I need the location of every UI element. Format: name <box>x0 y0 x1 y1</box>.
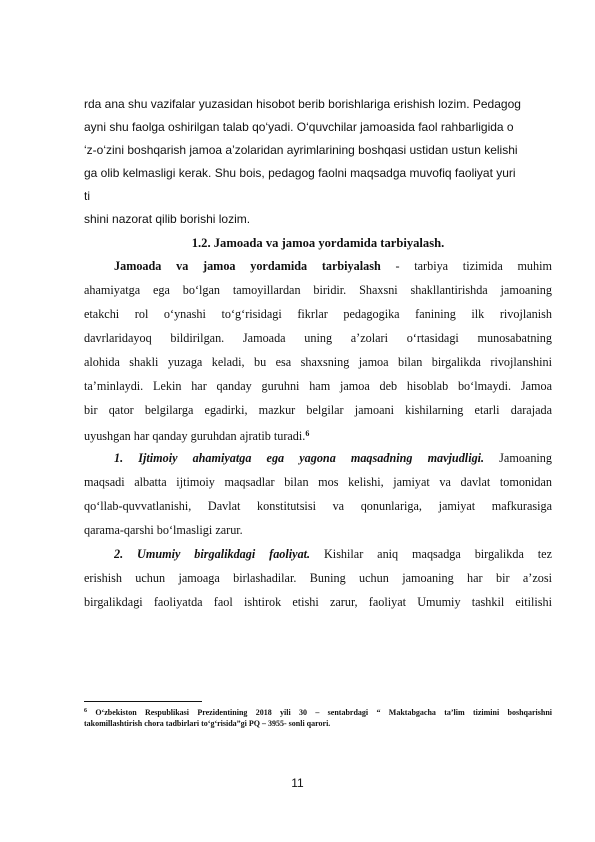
footnote-line-2: takomillashtirish chora tadbirlari to‘g‘risida”gi PQ – 3955- sonli qarori. <box>84 719 331 728</box>
carryover-line-3: ‘z-o‘zini boshqarish jamoa a’zolaridan ayrimlarining boshqasi ustidan ustun kelishi <box>84 143 518 157</box>
carryover-line-5: ti <box>84 189 90 203</box>
item1-line-3: qo‘llab-quvvatlanishi, Davlat konstitutsisi va qonunlariga, jamiyat mafkurasiga <box>84 499 552 513</box>
carryover-line-6: shini nazorat qilib borishi lozim. <box>84 212 251 226</box>
footnote-separator <box>84 701 202 702</box>
item2-line-1 <box>114 546 552 562</box>
para1-line-6: ta’minlaydi. Lekin har qanday guruhni ham jamoa deb hisoblab bo‘lmaydi. Jamoa <box>84 379 552 393</box>
para1-first-rest: - tarbiya tizimida muhim <box>380 259 552 273</box>
item1-line-1 <box>114 450 552 466</box>
para1-line-8 <box>84 426 552 444</box>
para1-line-1 <box>114 258 552 274</box>
para1-line-4: davrlaridayoq bildirilgan. Jamoada uning a’zolari o‘rtasidagi munosabatning <box>84 331 552 345</box>
footnote-mark: 6 <box>84 708 87 714</box>
item1-line-2: maqsadi albatta ijtimoiy maqsadlar bilan mos kelishi, jamiyat va davlat tomonidan <box>84 475 552 489</box>
item2-line-2: erishish uchun jamoaga birlashadilar. Buning uchun jamoaning har bir a’zosi <box>84 571 552 585</box>
section-heading: 1.2. Jamoada va jamoa yordamida tarbiyalash. <box>191 236 445 250</box>
footnote-text-1: O‘zbekiston Respublikasi Prezidentining 2018 yili 30 – sentabrdagi “ Maktabgacha ta’lim tizimini boshqarishni <box>87 708 552 717</box>
para1-line-5: alohida shakli yuzaga keladi, bu esa shaxsning jamoa bilan birgalikda rivojlanshini <box>84 355 552 369</box>
footnote-ref-mark: 6 <box>305 429 310 438</box>
item1-line-4: qarama-qarshi bo‘lmasligi zarur. <box>84 523 243 537</box>
item1-first-rest: Jamoaning <box>484 451 552 465</box>
carryover-line-2: ayni shu faolga oshirilgan talab qo‘yadi. O‘quvchilar jamoasida faol rahbarligida o <box>84 120 514 134</box>
carryover-line-1: rda ana shu vazifalar yuzasidan hisobot berib borishlariga erishish lozim. Pedagog <box>84 97 521 111</box>
item1-title: 1. Ijtimoiy ahamiyatga ega yagona maqsadning mavjudligi. <box>114 451 485 465</box>
footnote-line-1 <box>84 706 552 717</box>
para1-term: Jamoada va jamoa yordamida tarbiyalash <box>114 259 381 273</box>
para1-line-2: ahamiyatga ega bo‘lgan tamoyillardan biridir. Shaxsni shakllantirishda jamoaning <box>84 283 552 297</box>
para1-line-7: bir qator belgilarga egadirki, mazkur belgilar jamoani kishilarning etarli darajada <box>84 403 552 417</box>
para1-last-text: uyushgan har qanday guruhdan ajratib turadi. <box>84 429 306 443</box>
item2-title: 2. Umumiy birgalikdagi faoliyat. <box>114 547 311 561</box>
page-number: 11 <box>291 776 304 790</box>
carryover-line-4: ga olib kelmasligi kerak. Shu bois, pedagog faolni maqsadga muvofiq faoliyat yuri <box>84 166 516 180</box>
para1-line-3: etakchi rol o‘ynashi to‘g‘risidagi fikrlar pedagogika fanining ilk rivojlanish <box>84 307 552 321</box>
item2-line-3: birgalikdagi faoliyatda faol ishtirok etishi zarur, faoliyat Umumiy tashkil eitilishi <box>84 595 552 609</box>
item2-first-rest: Kishilar aniq maqsadga birgalikda tez <box>310 547 552 561</box>
